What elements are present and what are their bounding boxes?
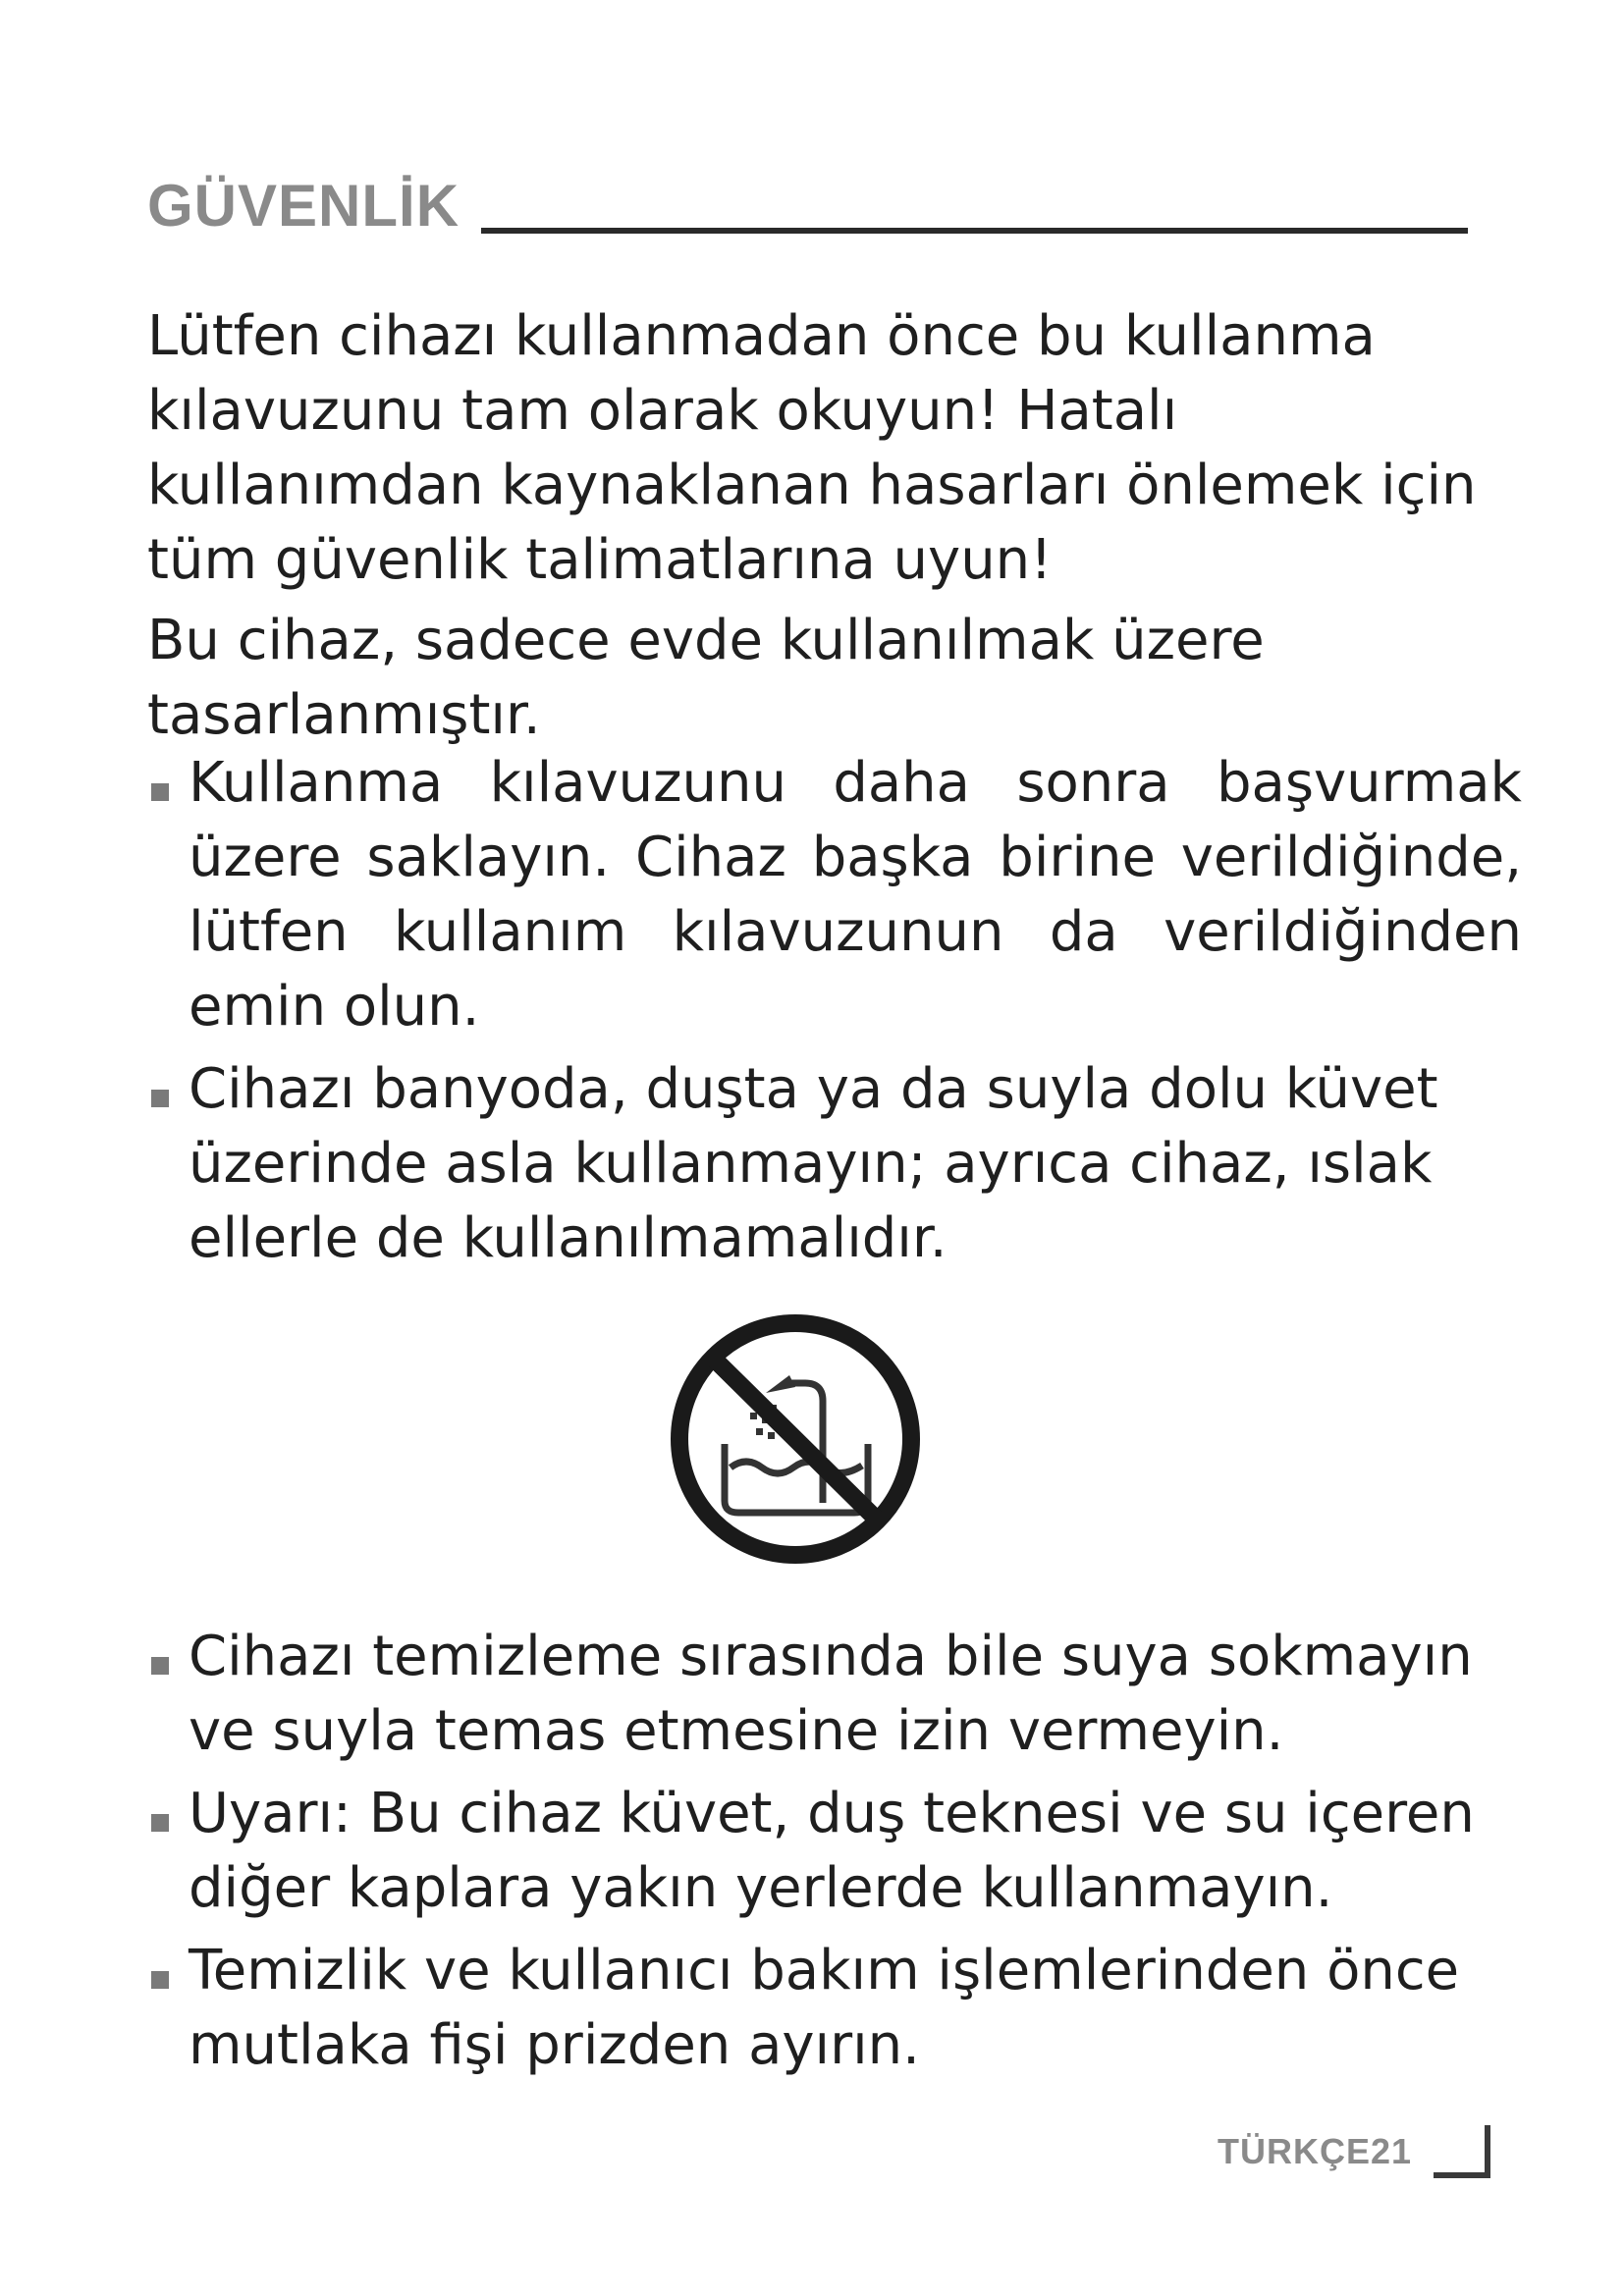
list-item: Kullanma kılavuzunu daha sonra başvurmak üzere saklayın. Cihaz başka birine verildiğinde, lütfen kullanım kılavuzunun da verildiğinden emin olun. bbox=[147, 746, 1522, 1044]
footer-label bbox=[1218, 2131, 1412, 2172]
no-bath-shower-icon bbox=[668, 1310, 923, 1568]
list-item: Cihazı banyoda, duşta ya da suyla dolu küvet üzerinde asla kullanmayın; ayrıca cihaz, ıslak ellerle de kullanılmamalıdır. bbox=[147, 1052, 1522, 1276]
page-corner-mark bbox=[1434, 2125, 1490, 2178]
safety-list-bottom bbox=[147, 1620, 1522, 2091]
heading-title: GÜVENLİK bbox=[147, 173, 460, 239]
footer-language: TÜRKÇE bbox=[1218, 2131, 1371, 2171]
safety-list-top bbox=[147, 746, 1522, 1284]
list-item: Temizlik ve kullanıcı bakım işlemlerinden önce mutlaka fişi prizden ayırın. bbox=[147, 1934, 1522, 2083]
intro-paragraph: Lütfen cihazı kullanmadan önce bu kullanma kılavuzunu tam olarak okuyun! Hatalı kullanımdan kaynaklanan hasarları önlemek için tüm güvenlik talimatlarına uyun! bbox=[147, 304, 1477, 592]
page-footer bbox=[1218, 2125, 1502, 2184]
heading-rule bbox=[481, 228, 1468, 234]
list-item: Cihazı temizleme sırasında bile suya sokmayın ve suyla temas etmesine izin vermeyin. bbox=[147, 1620, 1522, 1769]
page-number: 21 bbox=[1371, 2131, 1413, 2171]
list-item: Uyarı: Bu cihaz küvet, duş teknesi ve su içeren diğer kaplara yakın yerlerde kullanmayın. bbox=[147, 1777, 1522, 1926]
section-heading bbox=[147, 165, 1468, 239]
intro-paragraph-home-use: Bu cihaz, sadece evde kullanılmak üzere tasarlanmıştır. bbox=[147, 609, 1265, 747]
